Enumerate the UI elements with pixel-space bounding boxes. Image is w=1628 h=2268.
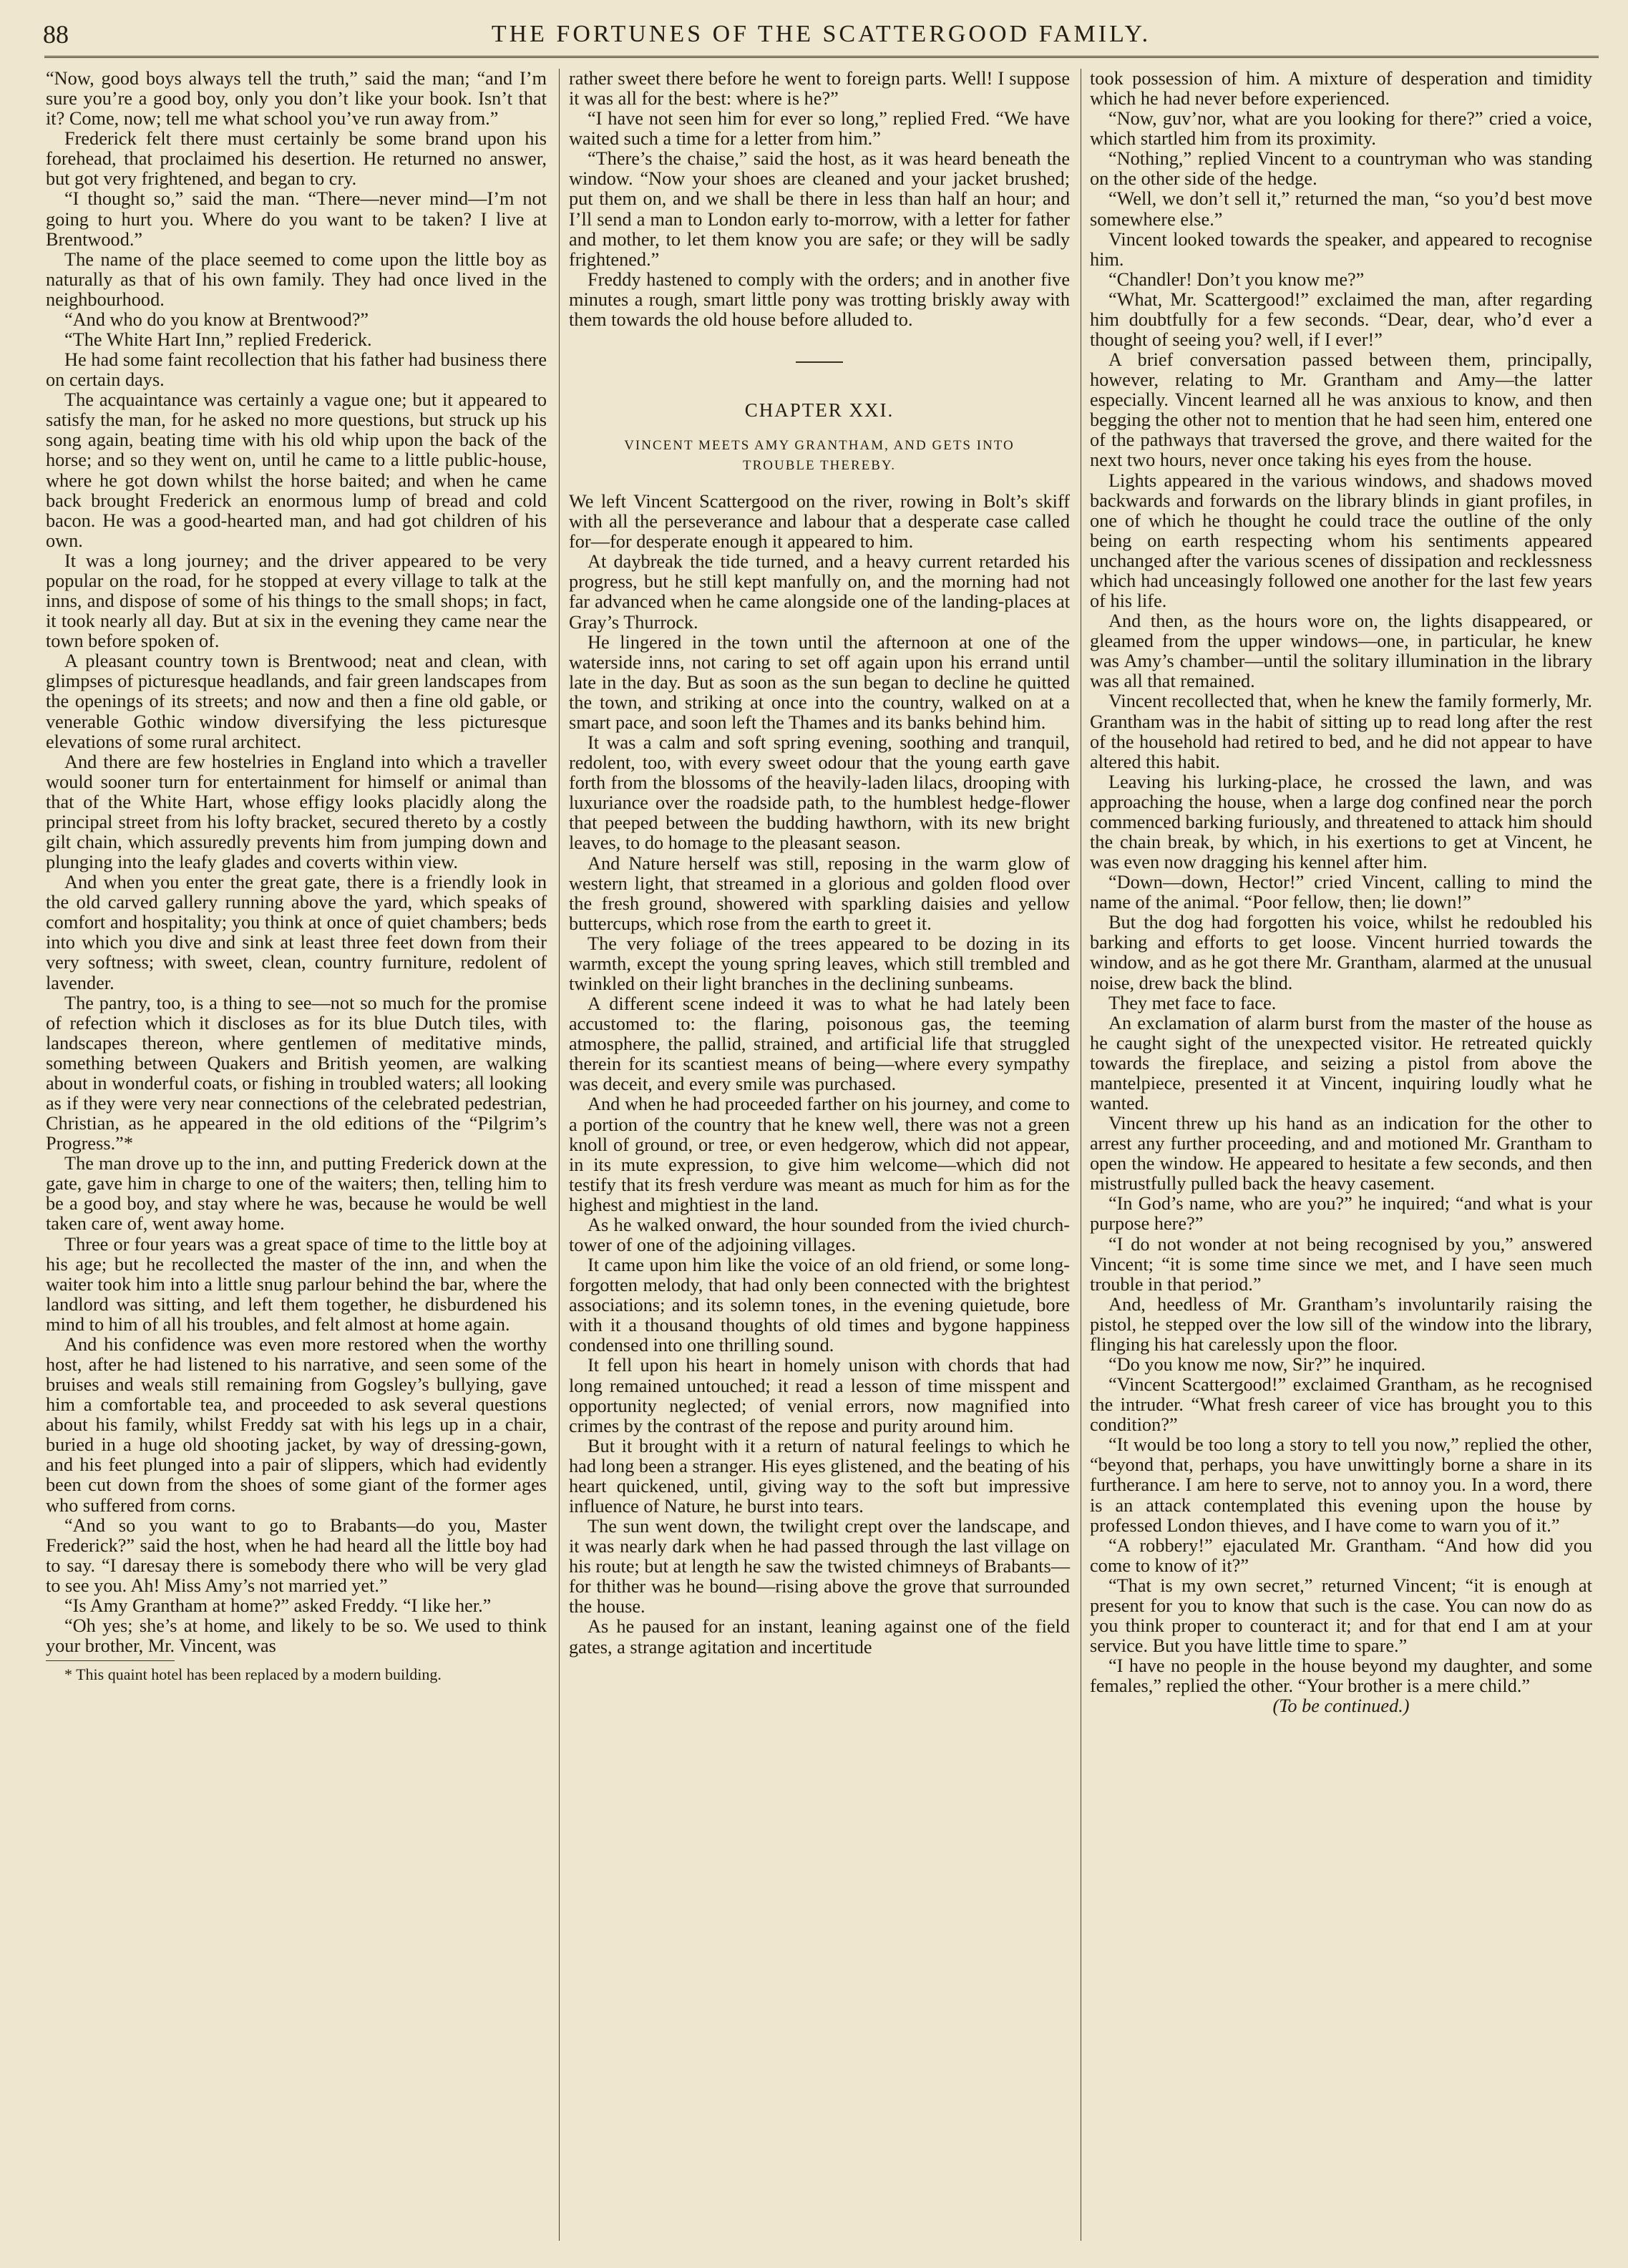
section-rule — [796, 361, 843, 363]
paragraph: “I do not wonder at not being recognised by you,” answered Vincent; “it is some time since we met, and I have seen much trouble in that period.” — [1090, 1233, 1592, 1295]
paragraph: It was a long journey; and the driver appeared to be very popular on the road, for he stopped at every village to talk at the inns, and dispose of some of his things to the small shops; in fact, it took nearly all day. But at six in the evening they came near the town before spoken of. — [46, 550, 547, 652]
paragraph: But the dog had forgotten his voice, whilst he redoubled his barking and efforts to get loose. Vincent hurried towards the window, and as he got there Mr. Grantham, alarmed at the unusual noise, drew back the blind. — [1090, 912, 1592, 993]
paragraph: It came upon him like the voice of an old friend, or some long-forgotten melody, that had only been connected with the brightest associations; and its solemn tones, in the evening quietude, bore with it a thousand thoughts of old times and bygone happiness condensed into one thrilling sound. — [569, 1255, 1070, 1356]
chapter-title: CHAPTER XXI. — [744, 399, 895, 422]
paragraph: It fell upon his heart in homely unison with chords that had long remained untouched; it read a lesson of time misspent and opportunity neglected; of venial errors, now magnified into crimes by the contrast of the repose and purity around him. — [569, 1355, 1070, 1436]
paragraph: And when he had proceeded farther on his journey, and come to a portion of the country that he knew well, there was not a green knoll of ground, or tree, or even hedgerow, which did not appear, in its mute expression, to give him welcome—which did not testify that its fresh verdure was meant as much for him as for the highest and mightiest in the land. — [569, 1094, 1070, 1215]
paragraph: “And who do you know at Brentwood?” — [64, 308, 369, 330]
paragraph: An exclamation of alarm burst from the master of the house as he caught sight of the unexpected visitor. He retreated quickly towards the fireplace, and seizing a pistol from above the mantelpiece, presented it at Vincent, inquiring loudly what he wanted. — [1090, 1012, 1592, 1114]
paragraph: And Nature herself was still, reposing in the warm glow of western light, that streamed in a glorious and golden flood over the fresh ground, showered with sparkling daisies and yellow buttercups, which rose from the earth to greet it. — [569, 852, 1070, 934]
paragraph: “What, Mr. Scattergood!” exclaimed the man, after regarding him doubtfully for a few seconds. “Dear, dear, who’d ever a thought of seeing you? well, if I ever!” — [1090, 288, 1592, 351]
paragraph: “Is Amy Grantham at home?” asked Freddy. “I like her.” — [64, 1595, 492, 1616]
column-divider — [559, 69, 560, 2241]
paragraph: The sun went down, the twilight crept over the landscape, and it was nearly dark when he had passed through the last village on his route; but at length he saw the twisted chimneys of Brabants—for thither was he bound—rising above the grove that surrounded the house. — [569, 1516, 1070, 1617]
paragraph: He lingered in the town until the afternoon at one of the waterside inns, not caring to set off again upon his errand until late in the day. But as soon as the sun began to decline he quitted the town, and striking at once into the country, walked on at a smart pace, and soon left the Thames and its banks behind him. — [569, 631, 1070, 733]
paragraph: “I have no people in the house beyond my daughter, and some females,” replied the other. “Your brother is a mere child.” — [1090, 1655, 1592, 1697]
paragraph: Leaving his lurking-place, he crossed the lawn, and was approaching the house, when a large dog confined near the porch commenced barking furiously, and threatened to attack him should the chain break, by which, in his exertions to get at Vincent, he was even now dragging his kennel after him. — [1090, 771, 1592, 873]
paragraph: “That is my own secret,” returned Vincent; “it is enough at present for you to know that such is the case. You can now do as you think proper to counteract it; and for that end I am at your service. But you have little time to spare.” — [1090, 1575, 1592, 1657]
paragraph: The pantry, too, is a thing to see—not so much for the promise of refection which it discloses as for its blue Dutch tiles, with landscapes thereon, where gentlemen of meditative minds, something between Quakers and British yeomen, are walking about in wonderful coats, or fishing in troubled waters; all looking as if they were very near connections of the celebrated pedestrian, Christian, as he appeared in the old editions of the “Pilgrim’s Progress.”* — [46, 992, 547, 1154]
paragraph: The very foliage of the trees appeared to be dozing in its warmth, except the young spring leaves, which still trembled and twinkled on their light branches in the declining sunbeams. — [569, 933, 1070, 994]
paragraph: As he walked onward, the hour sounded from the ivied church-tower of one of the adjoining villages. — [569, 1214, 1070, 1255]
paragraph: “A robbery!” ejaculated Mr. Grantham. “And how did you come to know of it?” — [1090, 1534, 1592, 1576]
chapter-subtitle: VINCENT MEETS AMY GRANTHAM, AND GETS INTO TROUBLE THEREBY. — [624, 438, 1015, 474]
column-2 — [569, 69, 1070, 1658]
paragraph: They met face to face. — [1108, 992, 1277, 1013]
paragraph: A brief conversation passed between them, principally, however, relating to Mr. Grantham and Amy—the latter especially. Vincent learned all he was anxious to know, and then begging the other not to mention that he had seen him, entered one of the pathways that traversed the grove, and there waited for the next two hours, never once taking his eyes from the house. — [1090, 349, 1592, 471]
paragraph: Three or four years was a great space of time to the little boy at his age; but he recollected the master of the inn, and when the waiter took him into a little snug parlour behind the bar, where the landlord was sitting, and left them together, he disburdened his mind to him of all his troubles, and felt almost at home again. — [46, 1233, 547, 1335]
page-header — [43, 14, 1599, 56]
paragraph: A pleasant country town is Brentwood; neat and clean, with glimpses of picturesque headlands, and fair green landscapes from the openings of its streets; and now and then a fine old gable, or venerable Gothic window diversifying the less picturesque elevations of some rural architect. — [46, 651, 547, 752]
column-3 — [1090, 69, 1592, 1716]
footnote-rule — [46, 1660, 175, 1661]
paragraph: “There’s the chaise,” said the host, as it was heard beneath the window. “Now your shoes are cleaned and your jacket brushed; put them on, and we shall be there in less than half an hour; and I’ll send a man to London early to-morrow, with a letter for father and mother, to let them know you are safe; or they will be sadly frightened.” — [569, 148, 1070, 270]
paragraph: “Oh yes; she’s at home, and likely to be so. We used to think your brother, Mr. Vincent, was — [46, 1615, 547, 1657]
paragraph: And when you enter the great gate, there is a friendly look in the old carved gallery running above the yard, which speaks of comfort and hospitality; you think at once of quiet chambers; beds into which you dive and sink at least three feet down from their very softness; with sweet, clean, country furniture, redolent of lavender. — [46, 872, 547, 993]
paragraph: We left Vincent Scattergood on the river, rowing in Bolt’s skiff with all the perseverance and labour that a desperate case called for—for desperate enough it appeared to him. — [569, 491, 1070, 553]
paragraph: Vincent looked towards the speaker, and appeared to recognise him. — [1090, 228, 1592, 270]
header-rule — [44, 56, 1599, 58]
footnote: * This quaint hotel has been replaced by a modern building. — [64, 1665, 442, 1684]
paragraph: It was a calm and soft spring evening, soothing and tranquil, redolent, too, with every sweet odour that the young earth gave forth from the blossoms of the heavily-laden lilacs, drooping with luxuriance over the roadside path, to the humblest hedge-flower that peeped between the budding hawthorn, with its new bright leaves, to do homage to the pleasant season. — [569, 732, 1070, 854]
paragraph: “I thought so,” said the man. “There—never mind—I’m not going to hurt you. Where do you want to be taken? I live at Brentwood.” — [46, 188, 547, 250]
to-be-continued: (To be continued.) — [1272, 1695, 1410, 1717]
paragraph: The man drove up to the inn, and putting Frederick down at the gate, gave him in charge to one of the waiters; then, telling him to be a good boy, and stay where he was, because he would be well taken care of, went away home. — [46, 1153, 547, 1235]
paragraph: “The White Hart Inn,” replied Frederick. — [64, 329, 372, 351]
paragraph: At daybreak the tide turned, and a heavy current retarded his progress, but he still kept manfully on, and the morning had not far advanced when he came alongside one of the landing-places at Gray’s Thurrock. — [569, 551, 1070, 633]
column-1 — [46, 69, 547, 1684]
paragraph: Lights appeared in the various windows, and shadows moved backwards and forwards on the library blinds in giant profiles, in one of which he thought he could trace the outline of the only being on earth respecting whom his sentiments appeared unchanged after the various scenes of dissipation and recklessness which had unceasingly followed one another for the last few years of his life. — [1090, 469, 1592, 612]
paragraph: “Vincent Scattergood!” exclaimed Grantham, as he recognised the intruder. “What fresh career of vice has brought you to this condition?” — [1090, 1374, 1592, 1436]
paragraph: “Now, guv’nor, what are you looking for there?” cried a voice, which startled him from its proximity. — [1090, 108, 1592, 150]
paragraph: As he paused for an instant, leaning against one of the field gates, a strange agitation and incertitude — [569, 1616, 1070, 1658]
paragraph: rather sweet there before he went to foreign parts. Well! I suppose it was all for the best: where is he?” — [569, 68, 1070, 109]
paragraph: Frederick felt there must certainly be some brand upon his forehead, that proclaimed his desertion. He returned no answer, but got very frightened, and began to cry. — [46, 128, 547, 190]
paragraph: “Do you know me now, Sir?” he inquired. — [1108, 1354, 1426, 1375]
paragraph: The acquaintance was certainly a vague one; but it appeared to satisfy the man, for he asked no more questions, but struck up his song again, beating time with his old whip upon the back of the horse; and so they went on, until he came to a little public-house, where he got down whilst the horse baited; and when he came back brought Frederick an enormous lump of bread and cold bacon. He was a good-hearted man, and had got children of his own. — [46, 389, 547, 551]
paragraph: took possession of him. A mixture of desperation and timidity which he had never before experienced. — [1090, 68, 1592, 109]
paragraph: A different scene indeed it was to what he had lately been accustomed to: the flaring, poisonous gas, the teeming atmosphere, the pallid, strained, and artificial life that struggled therein for its scantiest means of being—where every sympathy was deceit, and every smile was purchased. — [569, 993, 1070, 1095]
paragraph: “In God’s name, who are you?” he inquired; “and what is your purpose here?” — [1090, 1193, 1592, 1235]
paragraph: “Chandler! Don’t you know me?” — [1108, 268, 1365, 290]
paragraph: Vincent recollected that, when he knew the family formerly, Mr. Grantham was in the habit of sitting up to read long after the rest of the household had retired to bed, and he did not appear to have altered this habit. — [1090, 691, 1592, 772]
paragraph: Freddy hastened to comply with the orders; and in another five minutes a rough, smart little pony was trotting briskly away with them towards the old house before alluded to. — [569, 268, 1070, 330]
paragraph: And, heedless of Mr. Grantham’s involuntarily raising the pistol, he stepped over the low sill of the window into the library, flinging his hat carelessly upon the floor. — [1090, 1293, 1592, 1355]
paragraph: “It would be too long a story to tell you now,” replied the other, “beyond that, perhaps, you have unwittingly borne a share in its furtherance. I am here to serve, not to annoy you. In a word, there is an attack contemplated this evening upon the house by professed London thieves, and I have come to warn you of it.” — [1090, 1434, 1592, 1536]
paragraph: “Well, we don’t sell it,” returned the man, “so you’d best move somewhere else.” — [1090, 188, 1592, 230]
paragraph: And then, as the hours wore on, the lights disappeared, or gleamed from the upper windows—one, in particular, he knew was Amy’s chamber—until the solitary illumination in the library was all that remained. — [1090, 610, 1592, 692]
paragraph: He had some faint recollection that his father had business there on certain days. — [46, 349, 547, 391]
paragraph: “Down—down, Hector!” cried Vincent, calling to mind the name of the animal. “Poor fellow, then; lie down!” — [1090, 872, 1592, 913]
paragraph: Vincent threw up his hand as an indication for the other to arrest any further proceeding, and and motioned Mr. Grantham to open the window. He appeared to hesitate a few seconds, and then mistrustfully pulled back the heavy casement. — [1090, 1113, 1592, 1194]
page-number: 88 — [43, 20, 69, 49]
paragraph: “And so you want to go to Brabants—do you, Master Frederick?” said the host, when he had heard all the little boy had to say. “I daresay there is somebody there who will be very glad to see you. Ah! Miss Amy’s not married yet.” — [46, 1514, 547, 1596]
paragraph: And there are few hostelries in England into which a traveller would sooner turn for entertainment for himself or animal than that of the White Hart, whose effigy looks placidly along the principal street from his lofty bracket, secured thereto by a costly gilt chain, which assuredly prevents him from jumping down and plunging into the leafy glades and coverts within view. — [46, 751, 547, 873]
paragraph: “Nothing,” replied Vincent to a countryman who was standing on the other side of the hedge. — [1090, 148, 1592, 190]
running-title: THE FORTUNES OF THE SCATTERGOOD FAMILY. — [491, 21, 1151, 47]
paragraph: And his confidence was even more restored when the worthy host, after he had listened to his narrative, and seen some of the bruises and weals still remaining from Gogsley’s bullying, gave him a comfortable tea, and proceeded to ask several questions about his family, whilst Freddy sat with his legs up in a chair, buried in a huge old shooting jacket, by way of dressing-gown, and his feet plunged into a pair of slippers, which had evidently been cut down from the shoes of some giant of the former ages who suffered from corns. — [46, 1333, 547, 1516]
paragraph: But it brought with it a return of natural feelings to which he had long been a stranger. His eyes glistened, and the beating of his heart quickened, until, giving way to the soft but impressive influence of Nature, he burst into tears. — [569, 1435, 1070, 1517]
paragraph: The name of the place seemed to come upon the little boy as naturally as that of his own family. They had once lived in the neighbourhood. — [46, 248, 547, 310]
paragraph: “Now, good boys always tell the truth,” said the man; “and I’m sure you’re a good boy, only you don’t like your book. Isn’t that it? Come, now; tell me what school you’ve run away from.” — [46, 68, 547, 130]
paragraph: “I have not seen him for ever so long,” replied Fred. “We have waited such a time for a letter from him.” — [569, 108, 1070, 150]
